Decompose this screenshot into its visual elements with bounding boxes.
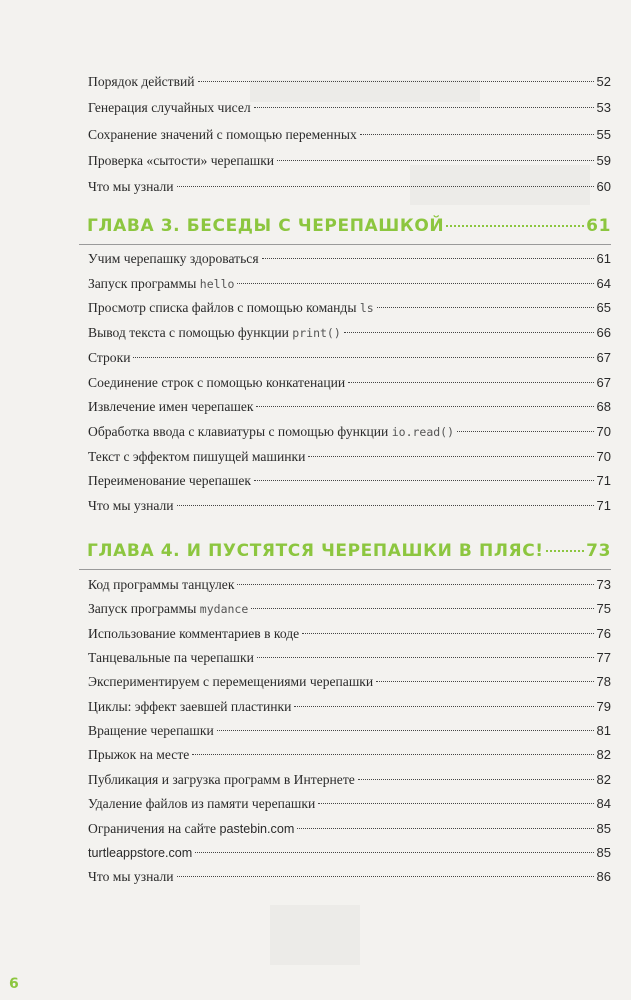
toc-entry-page: 67: [596, 374, 611, 390]
toc-entry-page: 64: [596, 275, 611, 291]
chapter4-rule: [79, 569, 611, 570]
toc-entry-leader: [254, 107, 594, 108]
toc-entry-title: [79, 372, 345, 394]
chapter3-title: ГЛАВА 3. БЕСЕДЫ С ЧЕРЕПАШКОЙ: [87, 216, 445, 236]
toc-entry[interactable]: [79, 793, 611, 815]
toc-entry-title: [79, 97, 251, 119]
toc-entry-page: 61: [596, 251, 611, 266]
toc-entry[interactable]: [79, 446, 611, 468]
toc-entry-leader: [318, 803, 593, 804]
toc-entry-page: 67: [596, 349, 611, 365]
toc-entry-text: Что мы узнали: [88, 498, 174, 513]
toc-entry-title: [79, 769, 355, 791]
toc-entry-text: Танцевальные па черепашки: [88, 650, 254, 666]
toc-entry[interactable]: [79, 372, 611, 394]
toc-entry-title: [79, 623, 299, 645]
toc-entry-text: Публикация и загрузка программ в Интернете: [88, 771, 355, 787]
toc-entry-text: Запуск программы: [88, 601, 200, 617]
toc-entry-leader: [377, 307, 594, 308]
toc-entry-text: Использование комментариев в коде: [88, 625, 300, 641]
toc-entry-text: Строки: [88, 349, 131, 365]
toc-entry-page: 71: [596, 498, 611, 513]
toc-entry-text: Учим черепашку здороваться: [88, 251, 259, 266]
chapter3-page: 61: [586, 216, 611, 236]
toc-entry-page: 85: [596, 820, 611, 836]
chapter3-rule: [79, 244, 611, 245]
toc-entry-leader: [256, 406, 593, 407]
toc-entry-page: 52: [596, 74, 611, 89]
toc-entry[interactable]: [79, 623, 611, 645]
toc-entry-title: [79, 574, 234, 596]
toc-entry-leader: [294, 706, 593, 707]
chapter4-page: 73: [586, 541, 611, 561]
toc-entry[interactable]: [79, 176, 611, 198]
toc-entry[interactable]: [79, 322, 611, 344]
toc-entry-text: Что мы узнали: [88, 179, 174, 195]
toc-entry[interactable]: [79, 470, 611, 492]
toc-entry-leader: [348, 382, 593, 383]
toc-entry[interactable]: [79, 842, 611, 864]
toc-entry-page: 81: [596, 723, 611, 739]
toc-entry-leader: [133, 357, 593, 358]
toc-entry-title: [79, 671, 373, 693]
page-number: 6: [9, 976, 19, 992]
toc-entry-page: 73: [596, 577, 611, 592]
toc-entry-title: [79, 248, 259, 270]
toc-entry-title: [79, 297, 374, 319]
toc-entry-text: Запуск программы: [88, 275, 200, 291]
toc-entry-page: 55: [596, 126, 611, 142]
toc-entry-title: [79, 322, 341, 344]
toc-entry-page: 86: [596, 869, 611, 885]
toc-entry-title: [79, 470, 251, 492]
toc-entry-text: Что мы узнали: [88, 869, 174, 885]
toc-entry-text: Текст с эффектом пишущей машинки: [88, 448, 306, 464]
toc-entry-leader: [254, 480, 593, 481]
toc-entry[interactable]: [79, 297, 611, 319]
toc-entry[interactable]: [79, 598, 611, 620]
toc-entry-leader: [360, 134, 594, 135]
toc-entry-page: 60: [596, 179, 611, 195]
toc-entry-leader: [237, 584, 593, 585]
toc-entry-leader: [198, 81, 594, 82]
toc-entry[interactable]: [79, 273, 611, 295]
toc-entry-title: [79, 273, 234, 295]
toc-entry-text: Извлечение имен черепашек: [88, 399, 254, 415]
toc-entry-page: 53: [596, 100, 611, 116]
toc-entry-page: 68: [596, 399, 611, 415]
chapter4-title: ГЛАВА 4. И ПУСТЯТСЯ ЧЕРЕПАШКИ В ПЛЯС!: [87, 541, 544, 561]
toc-entry-page: 66: [596, 325, 611, 341]
toc-entry[interactable]: [79, 150, 611, 172]
toc-entry-text: Просмотр списка файлов с помощью команды: [88, 300, 360, 316]
toc-entry-leader: [297, 828, 593, 829]
toc-entry-text: Вращение черепашки: [88, 723, 214, 739]
toc-entry-code: io.read(): [391, 424, 455, 439]
toc-entry-text: Порядок действий: [88, 74, 195, 89]
toc-entry-code: ls: [359, 301, 374, 316]
chapter3-heading[interactable]: [79, 216, 611, 246]
toc-entry-page: 70: [596, 448, 611, 464]
toc-entry-page: 82: [596, 771, 611, 787]
toc-entry-title: [79, 598, 248, 620]
toc-entry[interactable]: [79, 347, 611, 369]
chapter3-leader: [446, 225, 584, 227]
toc-entry-text: Прыжок на месте: [88, 747, 190, 763]
toc-entry-text: Соединение строк с помощью конкатенации: [88, 374, 346, 390]
toc-entry-leader: [262, 258, 594, 259]
toc-entry[interactable]: [79, 495, 611, 517]
toc-entry-leader: [344, 332, 594, 333]
toc-entry-code: mydance: [199, 602, 249, 617]
toc-entry-text: Удаление файлов из памяти черепашки: [88, 796, 316, 812]
toc-entry-leader: [376, 681, 593, 682]
chapter4-leader: [546, 550, 584, 552]
toc-entry-url: pastebin.com: [219, 821, 295, 836]
toc-entry-text: Генерация случайных чисел: [88, 100, 251, 116]
toc-entry[interactable]: [79, 124, 611, 146]
toc-entry-title: [79, 744, 189, 766]
toc-entry-leader: [277, 160, 593, 161]
toc-entry-title: [79, 842, 192, 864]
toc-entry-leader: [457, 431, 594, 432]
toc-entry-leader: [177, 876, 594, 877]
toc-entry-page: 77: [596, 650, 611, 666]
toc-entry-title: [79, 150, 274, 172]
toc-entry-text: Код программы танцулек: [88, 577, 235, 592]
toc-entry[interactable]: [79, 696, 611, 718]
toc-entry-title: [79, 421, 454, 443]
toc-entry-leader: [358, 779, 594, 780]
toc-entry-text: Переименование черепашек: [88, 473, 252, 489]
toc-entry[interactable]: [79, 769, 611, 791]
chapter4-heading[interactable]: [79, 541, 611, 571]
toc-entry-leader: [192, 754, 593, 755]
toc-entry-title: [79, 793, 315, 815]
toc-entry-title: [79, 347, 130, 369]
toc-entry-title: [79, 647, 254, 669]
toc-entry-title: [79, 396, 253, 418]
toc-entry-leader: [308, 456, 593, 457]
toc-entry-leader: [251, 608, 593, 609]
toc-entry-leader: [302, 633, 593, 634]
toc-entry[interactable]: [79, 396, 611, 418]
toc-entry-code: hello: [199, 276, 235, 291]
toc-entry-page: 75: [596, 601, 611, 617]
toc-entry-page: 59: [596, 152, 611, 168]
toc-entry-title: [79, 124, 357, 146]
toc-entry-title: [79, 176, 174, 198]
toc-entry[interactable]: [79, 866, 611, 888]
toc-entry-title: [79, 495, 174, 517]
toc-entry[interactable]: [79, 421, 611, 443]
toc-entry-code: print(): [292, 326, 341, 341]
toc-entry-page: 79: [596, 698, 611, 714]
toc-entry[interactable]: [79, 744, 611, 766]
toc-entry-page: 65: [596, 300, 611, 316]
toc-entry-text: Проверка «сытости» черепашки: [88, 152, 275, 168]
toc-entry-url: turtleappstore.com: [88, 845, 193, 860]
toc-entry-page: 78: [596, 674, 611, 690]
toc-entry-text: Сохранение значений с помощью переменных: [88, 126, 357, 142]
toc-entry[interactable]: [79, 574, 611, 596]
toc-entry-page: 71: [596, 473, 611, 489]
toc-entry-page: 70: [596, 423, 611, 439]
toc-entry-page: 76: [596, 625, 611, 641]
toc-entry-title: [79, 720, 214, 742]
toc-entry-text: Вывод текста с помощью функции: [88, 325, 293, 341]
toc-entry-leader: [237, 283, 593, 284]
toc-entry-leader: [257, 657, 594, 658]
toc-entry[interactable]: [79, 671, 611, 693]
toc-entry-page: 82: [596, 747, 611, 763]
toc-entry-text: Циклы: эффект заевшей пластинки: [88, 698, 292, 714]
toc-entry-leader: [177, 186, 594, 187]
toc-entry[interactable]: [79, 71, 611, 93]
toc-entry-text: Ограничения на сайте: [88, 820, 220, 836]
toc-entry-leader: [195, 852, 593, 853]
toc-entry[interactable]: [79, 97, 611, 119]
toc-entry[interactable]: [79, 248, 611, 270]
toc-entry-leader: [217, 730, 594, 731]
toc-entry-text: Обработка ввода с клавиатуры с помощью функции: [88, 423, 392, 439]
show-through-shadow: [270, 905, 360, 965]
toc-entry-title: [79, 446, 305, 468]
toc-entry[interactable]: [79, 818, 611, 840]
toc-entry-title: [79, 866, 174, 888]
toc-entry[interactable]: [79, 720, 611, 742]
toc-entry-page: 85: [596, 844, 611, 860]
toc-entry-title: [79, 696, 291, 718]
toc-entry-page: 84: [596, 796, 611, 812]
toc-entry-title: [79, 818, 294, 840]
toc-entry-title: [79, 71, 195, 93]
toc-entry-text: Экспериментируем с перемещениями черепашки: [88, 674, 374, 690]
toc-entry-leader: [177, 505, 594, 506]
toc-entry[interactable]: [79, 647, 611, 669]
